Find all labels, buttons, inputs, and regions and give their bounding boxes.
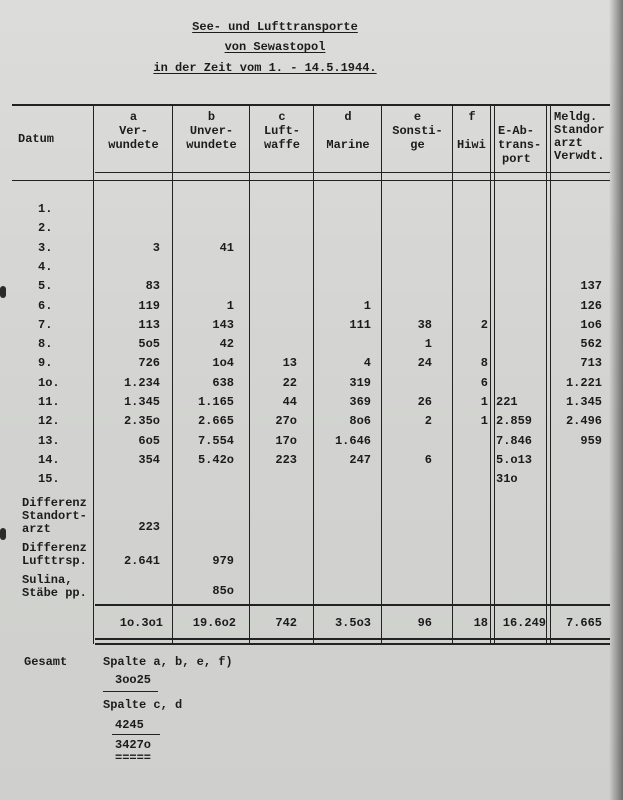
cell-h: 137 [580, 279, 602, 293]
column-divider [494, 104, 495, 644]
cell-a: 6o5 [138, 434, 160, 448]
cell-c: 13 [282, 356, 297, 370]
cell-b: 1 [226, 299, 234, 313]
cell-b: 42 [219, 337, 234, 351]
cell-a: 119 [138, 299, 160, 313]
header-c-letter: c [278, 110, 286, 124]
row-day-label: 2. [38, 221, 53, 235]
row-day-label: 7. [38, 318, 53, 332]
cell-d: 1.646 [334, 434, 371, 448]
cell-b: 7.554 [197, 434, 234, 448]
cell-a: 113 [138, 318, 160, 332]
header-e-line1: Sonsti- [392, 124, 443, 138]
diff-luft-value-a: 2.641 [123, 554, 160, 568]
cell-b: 638 [212, 376, 234, 390]
header-f-letter: f [468, 110, 476, 124]
cell-c: 27o [275, 414, 297, 428]
header-g-line1: E-Ab- [498, 124, 535, 138]
sulina-label-2: Stäbe pp. [22, 586, 87, 600]
cell-h: 1o6 [580, 318, 602, 332]
cell-b: 41 [219, 241, 234, 255]
header-bottom-rule-2 [12, 180, 610, 181]
cell-h: 1.221 [565, 376, 602, 390]
row-day-label: 8. [38, 337, 53, 351]
total-d: 3.5o3 [334, 616, 371, 630]
column-divider [249, 104, 250, 644]
cell-f: 1 [480, 414, 488, 428]
header-d-line1: Marine [326, 138, 370, 152]
cell-d: 111 [349, 318, 371, 332]
gesamt-spalte-1: Spalte a, b, e, f) [103, 655, 233, 669]
header-g-line3: port [502, 152, 531, 166]
gesamt-sum-3: 3427o [115, 738, 152, 752]
cell-c: 17o [275, 434, 297, 448]
sulina-value-b: 85o [212, 584, 234, 598]
header-h-line4: Verwdt. [554, 149, 605, 163]
cell-e: 26 [417, 395, 432, 409]
cell-g: 221 [496, 395, 518, 409]
gesamt-sum-2-rule [112, 734, 160, 735]
title-line-2: von Sewastopol [224, 40, 326, 54]
cell-a: 354 [138, 453, 160, 467]
total-a: 1o.3o1 [119, 616, 163, 630]
cell-d: 319 [349, 376, 371, 390]
punch-hole-mark [0, 286, 6, 298]
header-d-letter: d [344, 110, 352, 124]
cell-a: 1.234 [123, 376, 160, 390]
column-divider [490, 104, 491, 644]
cell-h: 713 [580, 356, 602, 370]
cell-g: 2.859 [496, 414, 533, 428]
title-line-1: See- und Lufttransporte [192, 20, 358, 34]
column-divider [172, 104, 173, 644]
cell-b: 2.665 [197, 414, 234, 428]
row-day-label: 1o. [38, 376, 60, 390]
cell-a: 3 [152, 241, 160, 255]
totals-bottom-rule [95, 638, 610, 640]
cell-d: 4 [363, 356, 371, 370]
total-h: 7.665 [565, 616, 602, 630]
page-edge-shadow [609, 0, 623, 800]
row-day-label: 14. [38, 453, 60, 467]
gesamt-spalte-2: Spalte c, d [103, 698, 183, 712]
cell-h: 1.345 [565, 395, 602, 409]
header-h-line3: arzt [554, 136, 583, 150]
row-day-label: 6. [38, 299, 53, 313]
total-f: 18 [473, 616, 488, 630]
header-a-line2: wundete [108, 138, 159, 152]
cell-b: 5.42o [197, 453, 234, 467]
column-divider [381, 104, 382, 644]
diff-standort-value-a: 223 [138, 520, 160, 534]
diff-standort-label-3: arzt [22, 522, 51, 536]
cell-a: 726 [138, 356, 160, 370]
row-day-label: 9. [38, 356, 53, 370]
cell-g: 7.846 [496, 434, 533, 448]
cell-b: 1o4 [212, 356, 234, 370]
column-divider [550, 104, 551, 644]
cell-e: 1 [424, 337, 432, 351]
totals-top-rule [95, 604, 610, 606]
cell-g: 31o [496, 472, 518, 486]
cell-f: 2 [480, 318, 488, 332]
cell-d: 8o6 [349, 414, 371, 428]
gesamt-sum-2: 4245 [115, 718, 144, 732]
header-h-line2: Standor [554, 123, 605, 137]
cell-d: 247 [349, 453, 371, 467]
table-top-rule [12, 104, 610, 106]
diff-luft-value-b: 979 [212, 554, 234, 568]
column-divider [546, 104, 547, 644]
row-day-label: 15. [38, 472, 60, 486]
header-e-line2: ge [410, 138, 425, 152]
header-b-line1: Unver- [189, 124, 234, 138]
cell-d: 369 [349, 395, 371, 409]
cell-b: 143 [212, 318, 234, 332]
cell-f: 6 [480, 376, 488, 390]
cell-e: 2 [424, 414, 432, 428]
header-a-line1: Ver- [119, 124, 148, 138]
cell-e: 24 [417, 356, 432, 370]
gesamt-label: Gesamt [24, 655, 68, 669]
row-day-label: 4. [38, 260, 53, 274]
cell-f: 1 [480, 395, 488, 409]
column-divider [93, 104, 94, 644]
cell-e: 38 [417, 318, 432, 332]
cell-a: 5o5 [138, 337, 160, 351]
cell-h: 959 [580, 434, 602, 448]
diff-standort-label-2: Standort- [22, 509, 87, 523]
header-c-line2: waffe [263, 138, 300, 152]
header-datum: Datum [18, 132, 55, 146]
row-day-label: 1. [38, 202, 53, 216]
header-e-letter: e [413, 110, 422, 124]
total-b: 19.6o2 [192, 616, 236, 630]
cell-e: 6 [424, 453, 432, 467]
header-g-line2: trans- [498, 138, 542, 152]
header-h-line1: Meldg. [554, 110, 598, 124]
row-day-label: 3. [38, 241, 53, 255]
total-c: 742 [275, 616, 297, 630]
cell-f: 8 [480, 356, 488, 370]
total-g: 16.249 [502, 616, 546, 630]
cell-c: 22 [282, 376, 297, 390]
diff-luft-label-1: Differenz [22, 541, 87, 555]
cell-h: 562 [580, 337, 602, 351]
header-b-line2: wundete [186, 138, 237, 152]
cell-a: 1.345 [123, 395, 160, 409]
row-day-label: 12. [38, 414, 60, 428]
column-divider [452, 104, 453, 644]
cell-d: 1 [363, 299, 371, 313]
row-day-label: 11. [38, 395, 60, 409]
diff-standort-label-1: Differenz [22, 496, 87, 510]
sulina-label-1: Sulina, [22, 573, 73, 587]
totals-bottom-rule-2 [95, 643, 610, 645]
cell-b: 1.165 [197, 395, 234, 409]
header-a-letter: a [129, 110, 138, 124]
row-day-label: 5. [38, 279, 53, 293]
diff-luft-label-2: Lufttrsp. [22, 554, 87, 568]
title-line-3: in der Zeit vom 1. - 14.5.1944. [153, 61, 377, 75]
gesamt-double-rule: ===== [115, 751, 152, 765]
total-e: 96 [417, 616, 432, 630]
header-f-line1: Hiwi [457, 138, 486, 152]
header-c-line1: Luft- [263, 124, 300, 138]
gesamt-sum-1: 3oo25 [115, 673, 152, 687]
gesamt-sum-1-rule [103, 691, 158, 692]
cell-h: 126 [580, 299, 602, 313]
header-b-letter: b [207, 110, 216, 124]
cell-c: 44 [282, 395, 297, 409]
column-divider [313, 104, 314, 644]
row-day-label: 13. [38, 434, 60, 448]
cell-g: 5.o13 [496, 453, 533, 467]
cell-a: 83 [145, 279, 160, 293]
cell-h: 2.496 [565, 414, 602, 428]
cell-a: 2.35o [123, 414, 160, 428]
punch-hole-mark [0, 528, 6, 540]
cell-c: 223 [275, 453, 297, 467]
